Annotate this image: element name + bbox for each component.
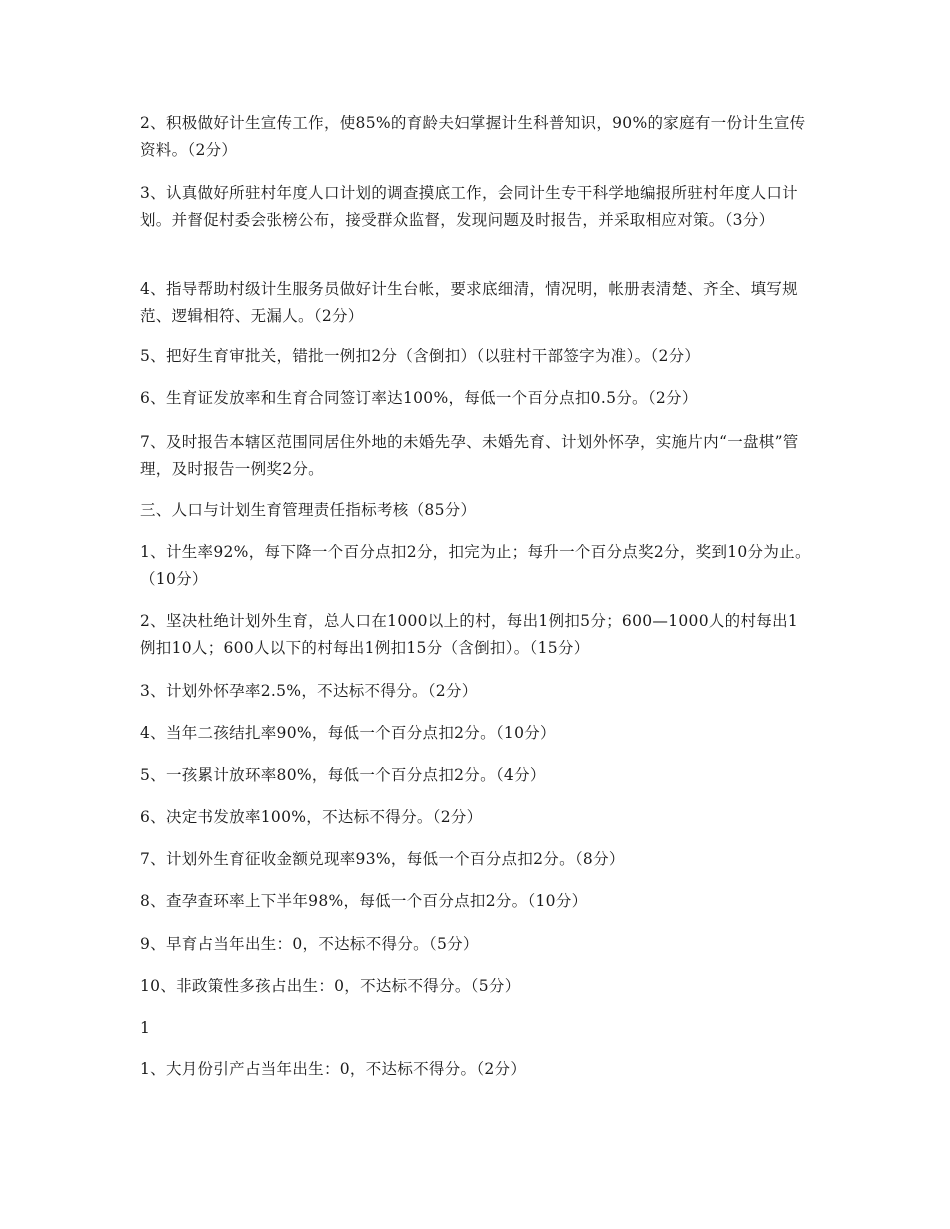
paragraph-item-6: 6、生育证发放率和生育合同签订率达100%，每低一个百分点扣0.5分。（2分） — [140, 389, 698, 407]
indicator-item-6: 6、决定书发放率100%，不达标不得分。（2分） — [140, 808, 483, 826]
paragraph-item-5: 5、把好生育审批关，错批一例扣2分（含倒扣）（以驻村干部签字为准）。（2分） — [140, 347, 701, 365]
indicator-item-8: 8、查孕查环率上下半年98%，每低一个百分点扣2分。（10分） — [140, 892, 588, 910]
indicator-item-7: 7、计划外生育征收金额兑现率93%，每低一个百分点扣2分。（8分） — [140, 850, 625, 868]
paragraph-item-4: 4、指导帮助村级计生服务员做好计生台帐，要求底细清，情况明，帐册表清楚、齐全、填写规范、逻辑相符、无漏人。（2分） — [140, 280, 798, 325]
paragraph-item-7: 7、及时报告本辖区范围同居住外地的未婚先孕、未婚先育、计划外怀孕，实施片内“一盘棋”管理，及时报告一例奖2分。 — [140, 433, 799, 478]
indicator-item-2: 2、坚决杜绝计划外生育，总人口在1000以上的村，每出1例扣5分；600—1000人的村每出1例扣10人；600人以下的村每出1例扣15分（含倒扣）。（15分） — [140, 612, 799, 657]
indicator-item-5: 5、一孩累计放环率80%，每低一个百分点扣2分。（4分） — [140, 766, 546, 784]
indicator-item-1: 1、计生率92%，每下降一个百分点扣2分，扣完为止；每升一个百分点奖2分，奖到10分为止。（10分） — [140, 543, 811, 588]
indicator-item-10: 10、非政策性多孩占出生：0，不达标不得分。（5分） — [140, 977, 521, 995]
indicator-item-4: 4、当年二孩结扎率90%，每低一个百分点扣2分。（10分） — [140, 724, 556, 742]
indicator-item-9: 9、早育占当年出生：0，不达标不得分。（5分） — [140, 935, 479, 953]
page-number: 1 — [140, 1019, 151, 1037]
paragraph-item-3: 3、认真做好所驻村年度人口计划的调查摸底工作，会同计生专干科学地编报所驻村年度人口计划。并督促村委会张榜公布，接受群众监督，发现问题及时报告，并采取相应对策。（3分） — [140, 184, 798, 229]
paragraph-item-2: 2、积极做好计生宣传工作，使85%的育龄夫妇掌握计生科普知识，90%的家庭有一份计生宣传资料。（2分） — [140, 114, 806, 159]
section-heading: 三、人口与计划生育管理责任指标考核（85分） — [140, 501, 477, 519]
indicator-item-3: 3、计划外怀孕率2.5%，不达标不得分。（2分） — [140, 682, 478, 700]
indicator-item-next-1: 1、大月份引产占当年出生：0，不达标不得分。（2分） — [140, 1060, 527, 1078]
